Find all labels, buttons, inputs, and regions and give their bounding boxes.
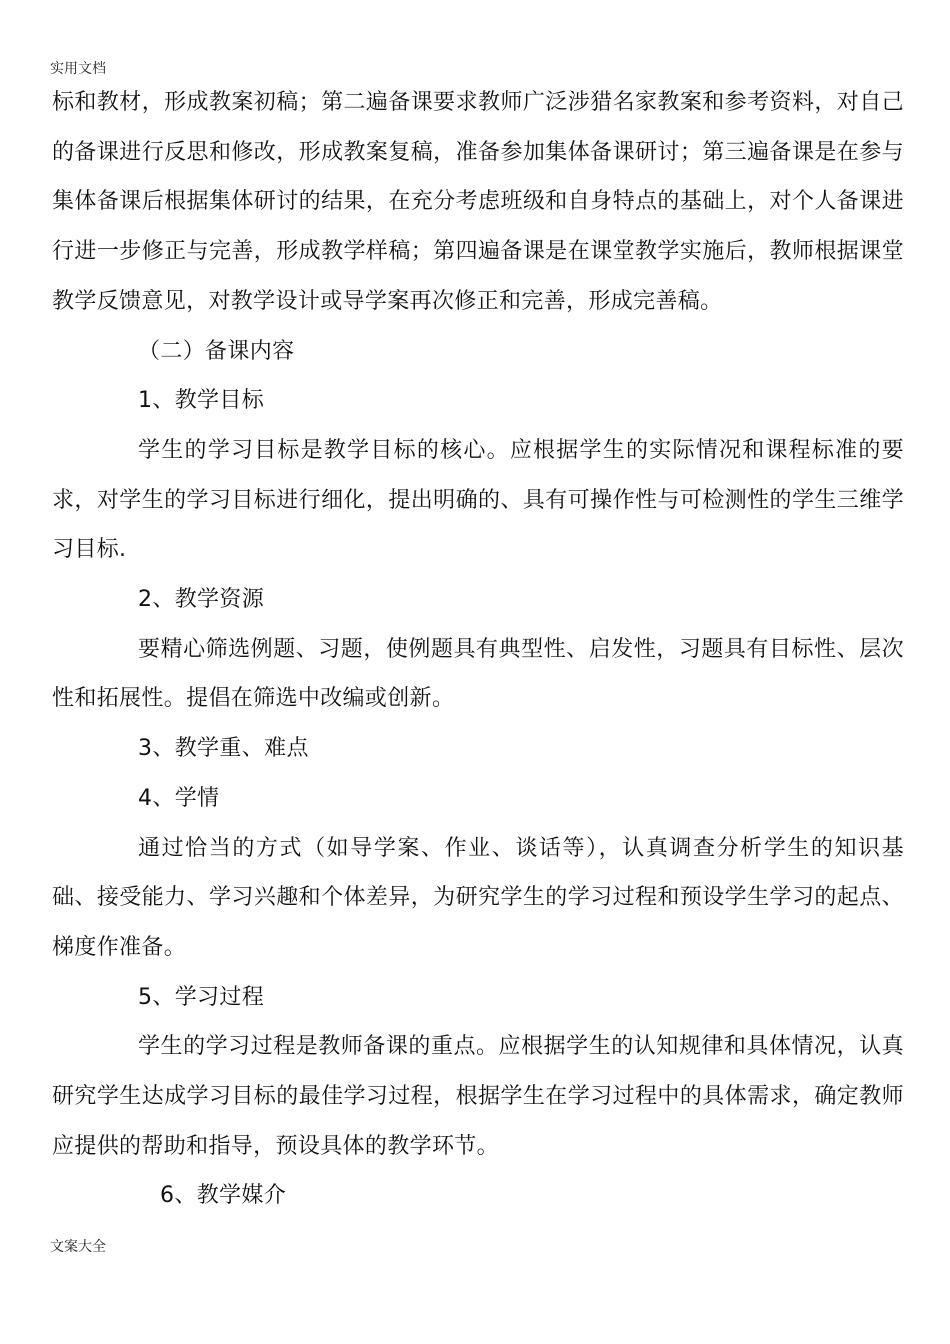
paragraph-learning-process: 学生的学习过程是教师备课的重点。应根据学生的认知规律和具体情况，认真研究学生达成学习目标的最佳学习过程，根据学生在学习过程中的具体需求，确定教师应提供的帮助和指导，预设具体的教学环节。 xyxy=(52,1034,904,1159)
section-heading-prep-content: （二）备课内容 xyxy=(138,338,295,364)
heading-teaching-goals: 1、教学目标 xyxy=(138,388,265,414)
page-header: 实用文档 xyxy=(50,61,106,77)
page-footer: 文案大全 xyxy=(50,1239,106,1255)
heading-teaching-media: 6、教学媒介 xyxy=(160,1183,287,1209)
paragraph-learner-analysis: 通过恰当的方式（如导学案、作业、谈话等），认真调查分析学生的知识基础、接受能力、学习兴趣和个体差异，为研究学生的学习过程和预设学生学习的起点、梯度作准备。 xyxy=(52,835,904,960)
paragraph-prep-stages: 标和教材，形成教案初稿；第二遍备课要求教师广泛涉猎名家教案和参考资料，对自己的备课进行反思和修改，形成教案复稿，准备参加集体备课研讨；第三遍备课是在参与集体备课后根据集体研讨的结果，在充分考虑班级和自身特点的基础上，对个人备课进行进一步修正与完善，形成教学样稿；第四遍备课是在课堂教学实施后，教师根据课堂教学反馈意见，对教学设计或导学案再次修正和完善，形成完善稿。 xyxy=(52,90,904,314)
paragraph-teaching-resources: 要精心筛选例题、习题，使例题具有典型性、启发性，习题具有目标性、层次性和拓展性。提倡在筛选中改编或创新。 xyxy=(52,636,904,712)
document-body xyxy=(52,78,904,1221)
heading-key-points: 3、教学重、难点 xyxy=(138,736,309,762)
heading-teaching-resources: 2、教学资源 xyxy=(138,587,265,613)
heading-learner-analysis: 4、学情 xyxy=(138,785,220,811)
heading-learning-process: 5、学习过程 xyxy=(138,984,265,1010)
paragraph-teaching-goals: 学生的学习目标是教学目标的核心。应根据学生的实际情况和课程标准的要求，对学生的学习目标进行细化，提出明确的、具有可操作性与可检测性的学生三维学习目标. xyxy=(52,437,904,563)
